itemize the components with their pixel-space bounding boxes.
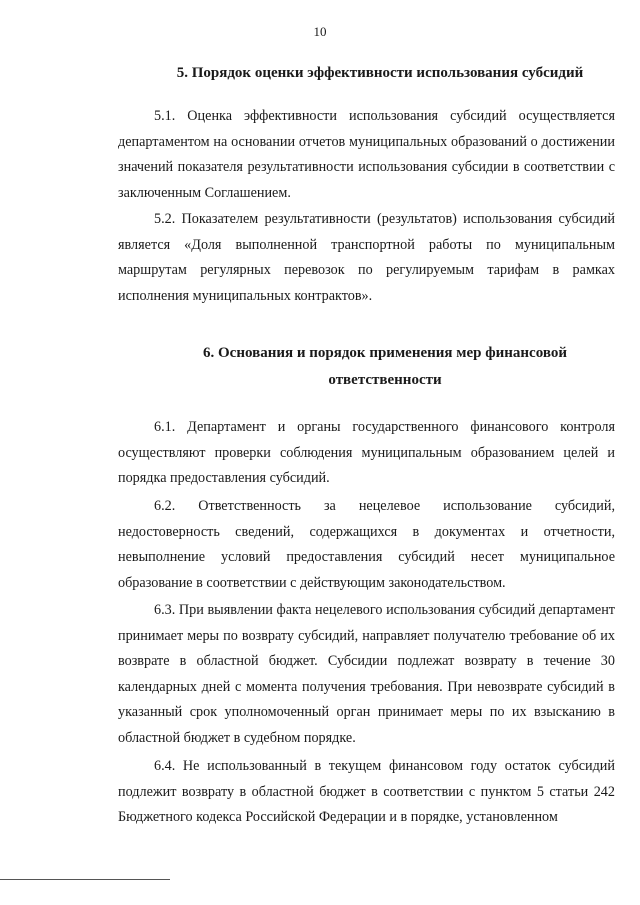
paragraph-6-1: 6.1. Департамент и органы государственного финансового контроля осуществляют проверки соблюдения муниципальным образованием целей и порядка предоставления субсидий.	[118, 419, 615, 486]
paragraph-6-2: 6.2. Ответственность за нецелевое использование субсидий, недостоверность сведений, содержащихся в документах и отчетности, невыполнение условий предоставления субсидий несет муниципальное образование в соответствии с действующим законодательством.	[118, 498, 615, 591]
section-5-heading: 5. Порядок оценки эффективности использования субсидий	[176, 65, 584, 81]
paragraph-5-1: 5.1. Оценка эффективности использования субсидий осуществляется департаментом на основании отчетов муниципальных образований о достижении значений показателя результативности использования субсидии в соответствии с заключенным Соглашением.	[118, 108, 615, 201]
paragraph-6-4: 6.4. Не использованный в текущем финансовом году остаток субсидий подлежит возврату в областной бюджет в соответствии с пунктом 5 статьи 242 Бюджетного кодекса Российской Федерации и в порядке, установленном	[118, 758, 615, 825]
footer-rule	[0, 879, 170, 880]
section-6-heading-line1: 6. Основания и порядок применения мер финансовой	[203, 345, 567, 361]
section-6-heading-line2: ответственности	[328, 372, 442, 388]
paragraph-6-3: 6.3. При выявлении факта нецелевого использования субсидий департамент принимает меры по возврату субсидий, направляет получателю требование об их возврате в областной бюджет. Субсидии подлежат возврату в течение 30 календарных дней с момента получения требования. При невозврате субсидий в указанный срок уполномоченный орган принимает меры по их взысканию в областной бюджет в судебном порядке.	[118, 602, 615, 746]
page-number: 10	[313, 24, 327, 39]
paragraph-5-2: 5.2. Показателем результативности (результатов) использования субсидий является «Доля выполненной транспортной работы по муниципальным маршрутам регулярных перевозок по регулируемым тарифам в рамках исполнения муниципальных контрактов».	[118, 211, 615, 304]
